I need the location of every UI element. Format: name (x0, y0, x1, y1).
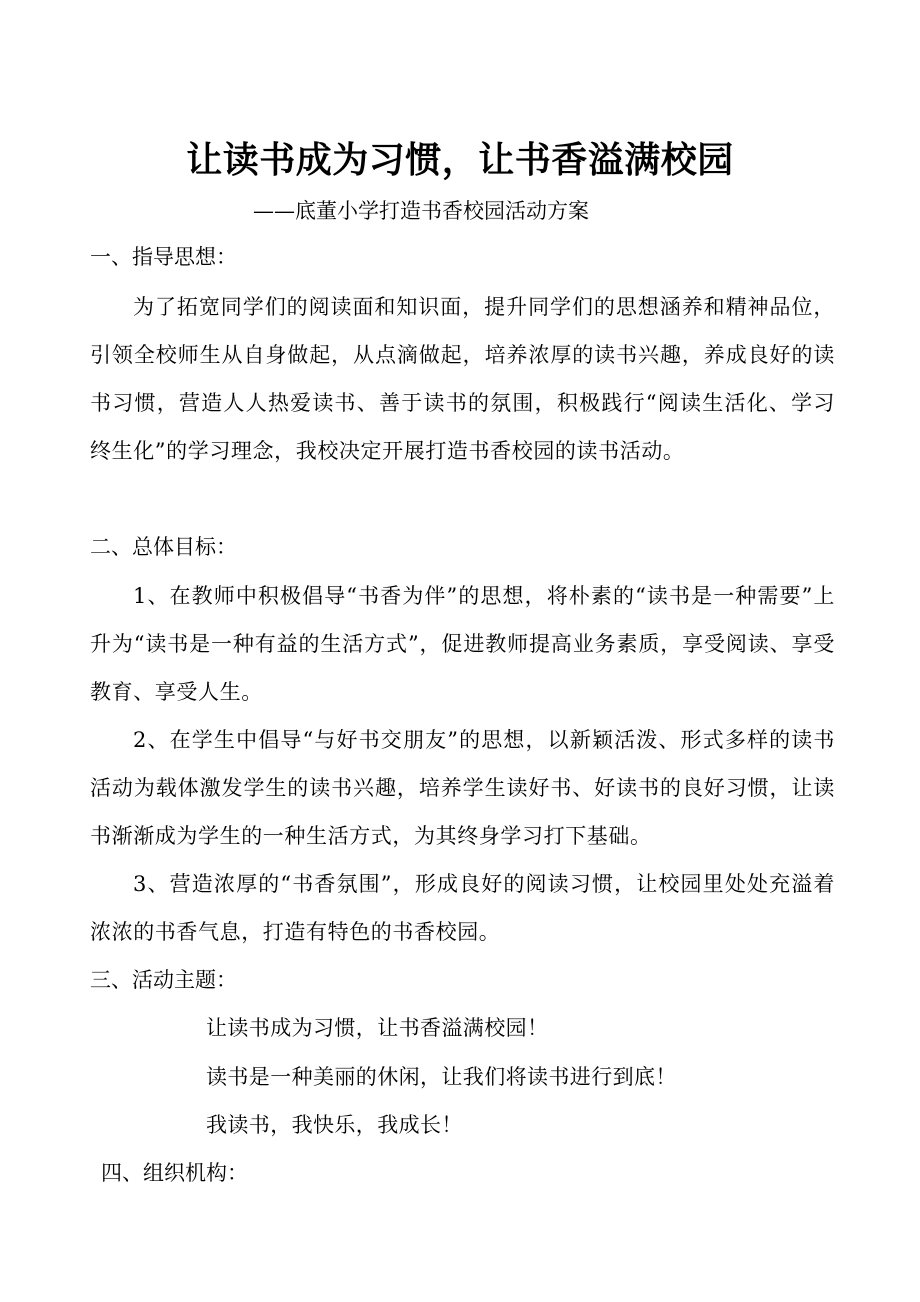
theme-line-2: 读书是一种美丽的休闲，让我们将读书进行到底！ (206, 1065, 677, 1089)
goal-item-1: 1、在教师中积极倡导“书香为伴”的思想，将朴素的“读书是一种需要”上升为“读书是一种有益的生活方式”，促进教师提高业务素质，享受阅读、享受教育、享受人生。 (90, 584, 835, 704)
section-heading-organization: 四、组织机构： (101, 1161, 248, 1185)
section-heading-theme: 三、活动主题： (90, 968, 237, 992)
guiding-paragraph: 为了拓宽同学们的阅读面和知识面，提升同学们的思想涵养和精神品位，引领全校师生从自身做起，从点滴做起，培养浓厚的读书兴趣，养成良好的读书习惯，营造人人热爱读书、善于读书的氛围，积极践行“阅读生活化、学习终生化”的学习理念，我校决定开展打造书香校园的读书活动。 (90, 295, 835, 463)
goal-item-2: 2、在学生中倡导“与好书交朋友”的思想，以新颖活泼、形式多样的读书活动为载体激发学生的读书兴趣，培养学生读好书、好读书的良好习惯，让读书渐渐成为学生的一种生活方式，为其终身学习打下基础。 (90, 728, 835, 848)
document-subtitle: ——底董小学打造书香校园活动方案 (253, 199, 589, 223)
document-title: 让读书成为习惯，让书香溢满校园 (186, 140, 734, 181)
theme-line-3: 我读书，我快乐，我成长！ (206, 1113, 463, 1137)
section-heading-guiding: 一、指导思想： (90, 245, 237, 269)
section-heading-goals: 二、总体目标： (90, 535, 237, 559)
goal-item-3: 3、营造浓厚的“书香氛围”，形成良好的阅读习惯，让校园里处处充溢着浓浓的书香气息，打造有特色的书香校园。 (90, 872, 835, 944)
theme-line-1: 让读书成为习惯，让书香溢满校园！ (206, 1016, 549, 1040)
